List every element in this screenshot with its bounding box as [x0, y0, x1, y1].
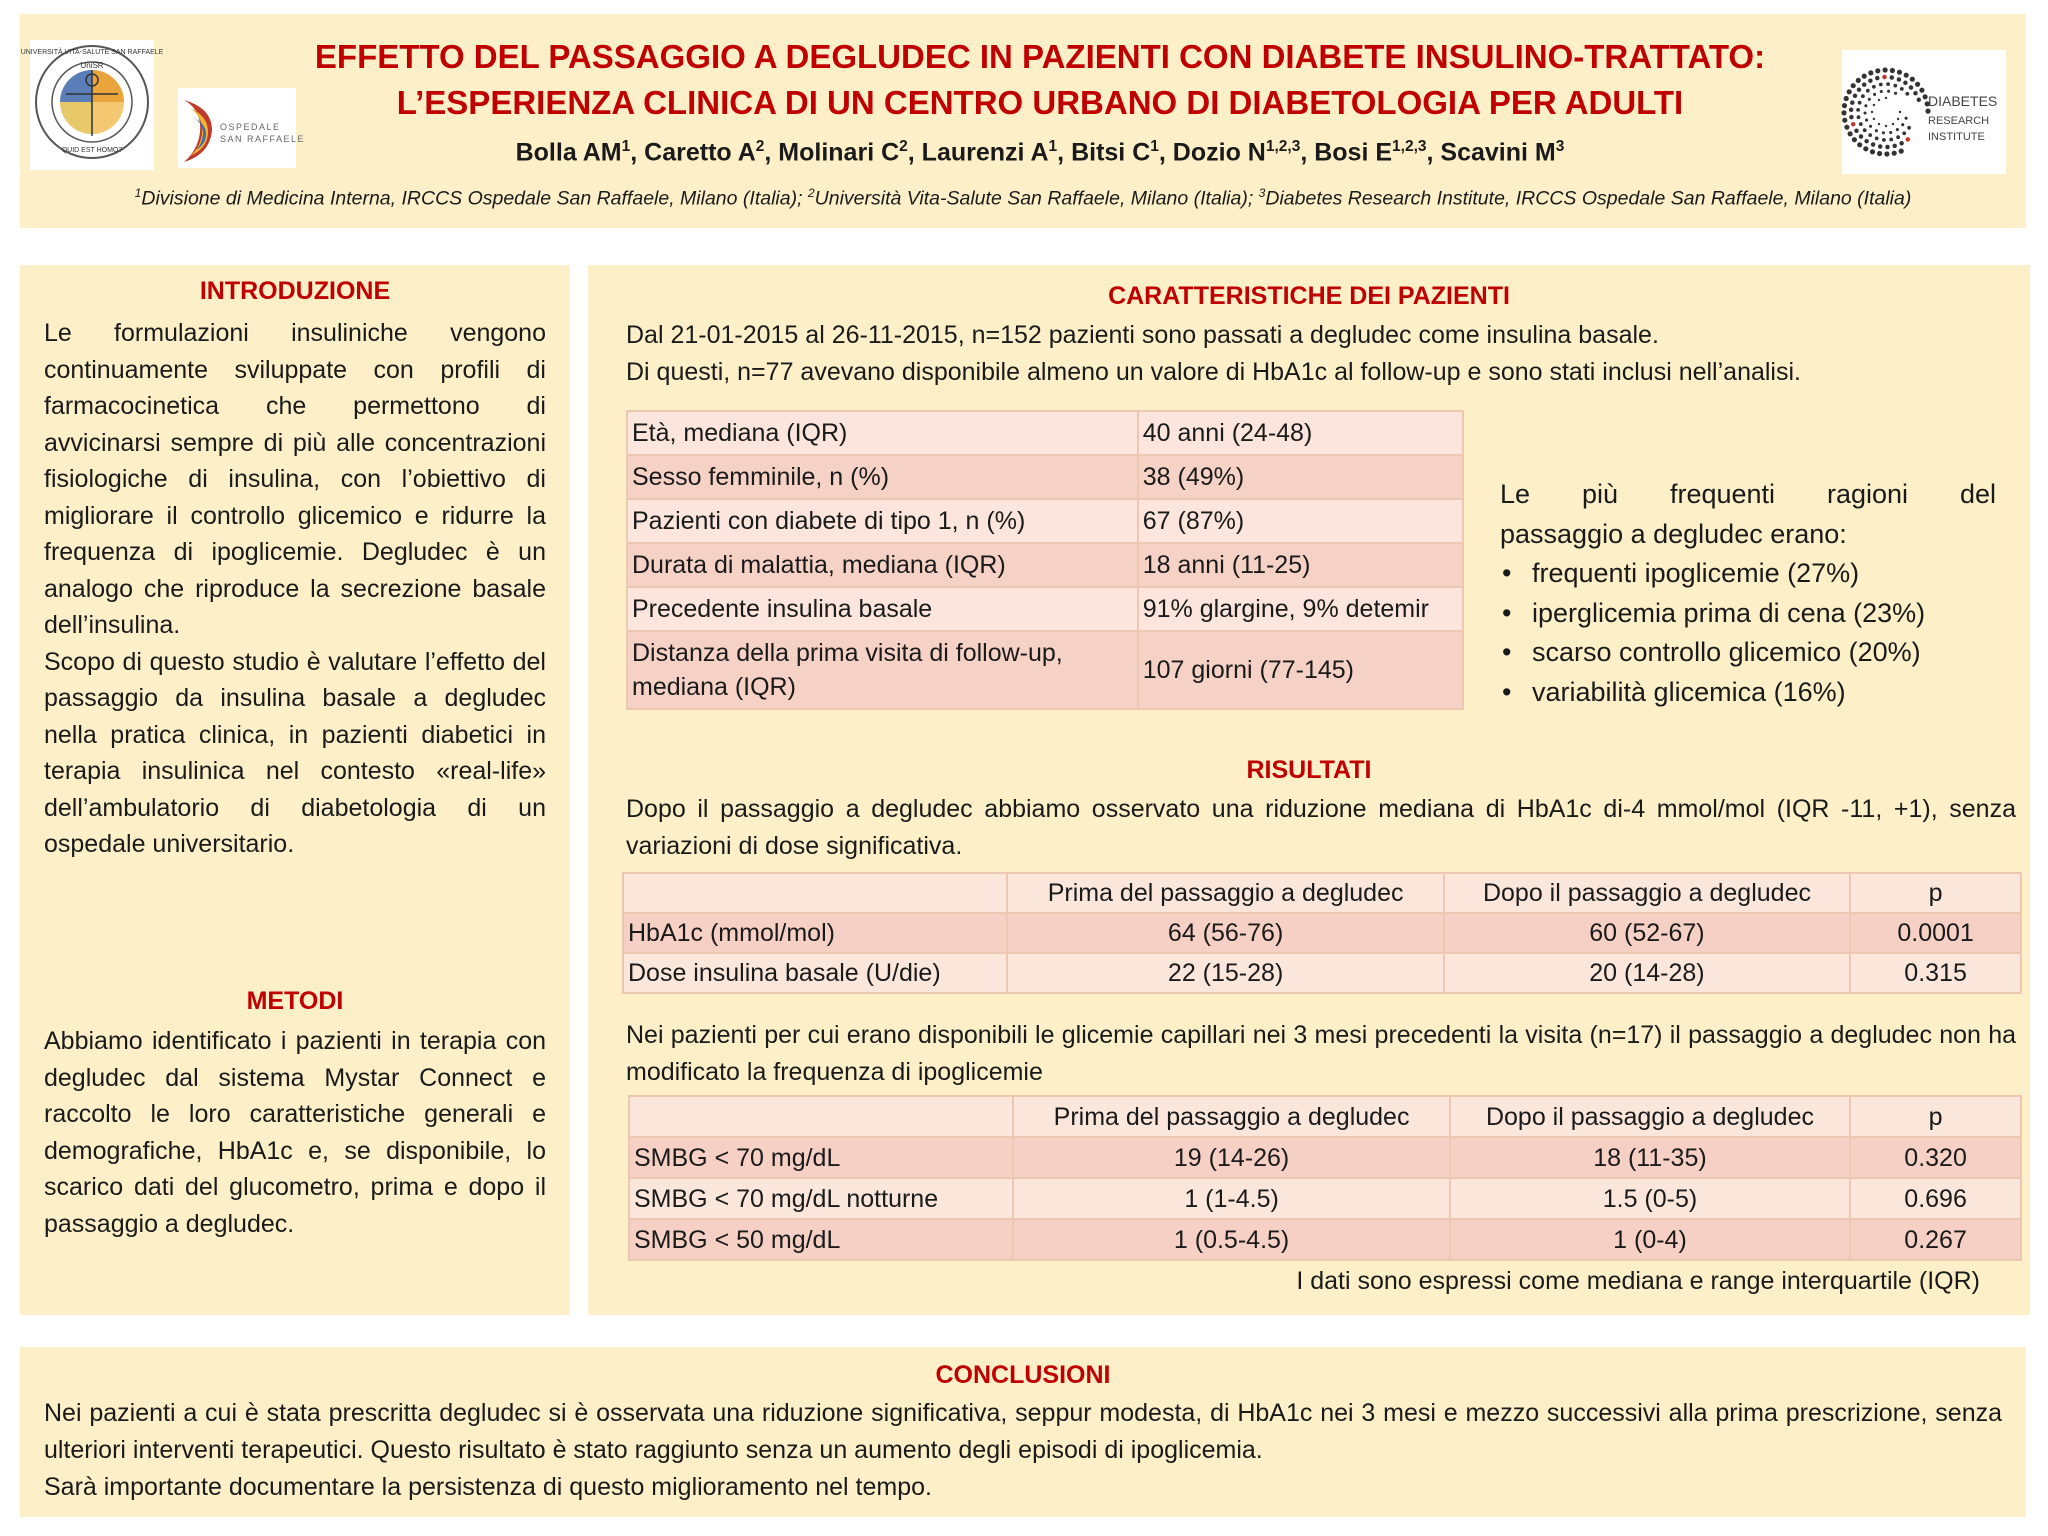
- logo-dot: [1877, 151, 1882, 156]
- column-header: p: [1850, 873, 2021, 913]
- column-header: Prima del passaggio a degludec: [1007, 873, 1443, 913]
- author-name: Bitsi C: [1071, 138, 1151, 167]
- logo-dot: [1859, 122, 1863, 126]
- characteristic-label: Sesso femminile, n (%): [627, 455, 1138, 499]
- affiliation-mark: 1: [134, 186, 142, 200]
- patient-characteristics-table: [626, 410, 1464, 710]
- logo-dot: [1857, 115, 1861, 119]
- logo-dot: [1862, 74, 1867, 79]
- table-row: [627, 587, 1463, 631]
- osr-logo-line2: SAN RAFFAELE: [220, 134, 306, 144]
- table-row: [627, 543, 1463, 587]
- conclusions-paragraph-2: Sarà importante documentare la persistenza di questo miglioramento nel tempo.: [44, 1473, 932, 1501]
- logo-dot: [1901, 123, 1904, 126]
- logo-dot: [1919, 88, 1924, 93]
- conclusions-paragraph-1: Nei pazienti a cui è stata prescritta degludec si è osservata una riduzione significativa, seppur modesta, di HbA1c nei 3 mesi e mezzo successivi alla prima prescrizione, senza ulteriori interventi terapeutici. Questo risultato è stato raggiunto senza un aumento degli episodi di ipoglicemia.: [44, 1399, 2002, 1464]
- logo-dot: [1873, 118, 1875, 120]
- table-row: [627, 631, 1463, 709]
- logo-dot: [1871, 111, 1873, 113]
- logo-dot: [1844, 125, 1849, 130]
- author-affiliation-mark: 1: [1048, 138, 1058, 155]
- logo-dot: [1857, 87, 1862, 92]
- table-cell: 0.0001: [1850, 913, 2021, 953]
- poster-title-line2: L’ESPERIENZA CLINICA DI UN CENTRO URBANO DI DIABETOLOGIA PER ADULTI: [396, 84, 1684, 121]
- logo-dot: [1885, 125, 1887, 127]
- reason-item: • frequenti ipoglicemie (27%): [1500, 554, 1996, 594]
- column-header: [623, 873, 1007, 913]
- characteristic-value: 18 anni (11-25): [1138, 543, 1463, 587]
- intro-text: [44, 315, 546, 863]
- logo-dot: [1892, 151, 1897, 156]
- logo-dot: [1900, 87, 1904, 91]
- logo-dot: [1857, 142, 1862, 147]
- logo-dot: [1886, 82, 1890, 86]
- logo-dot: [1854, 129, 1859, 134]
- logo-dot: [1841, 110, 1846, 115]
- logo-dot: [1913, 91, 1918, 96]
- logo-dot: [1847, 89, 1852, 94]
- author-list: Bolla $AM^1$, Caretto $A^2$, Molinari $C^2$, Laurenzi $A^1$, Bitsi $C^1$, Dozio N$^{1,2,3}$, Bosi E$^{1,2,3}$, Scavini $M^3$: [515, 138, 1565, 167]
- table-row: [629, 1137, 2021, 1178]
- logo-dot: [1897, 70, 1902, 75]
- conclusions-text: [44, 1395, 2002, 1506]
- reason-item: • variabilità glicemica (16%): [1500, 673, 1996, 713]
- characteristic-label: Età, mediana (IQR): [627, 411, 1138, 455]
- table-cell: 22 (15-28): [1007, 953, 1443, 993]
- logo-dot: [1864, 139, 1869, 144]
- methods-heading: METODI: [246, 987, 344, 1015]
- characteristic-label: Distanza della prima visita di follow-up, mediana (IQR): [627, 631, 1138, 709]
- author-affiliation-mark: 2: [755, 138, 765, 155]
- dri-logo-line1: DIABETES: [1928, 93, 1998, 109]
- logo-dot: [1882, 138, 1886, 142]
- characteristic-value: 38 (49%): [1138, 455, 1463, 499]
- logo-dot: [1925, 109, 1930, 114]
- logo-dot: [1910, 77, 1915, 82]
- logo-dot: [1909, 85, 1914, 90]
- row-label: SMBG < 50 mg/dL: [629, 1219, 1013, 1260]
- right-column-panel: [588, 265, 2030, 1315]
- table-row: [627, 411, 1463, 455]
- table-row: [627, 499, 1463, 543]
- table-cell: 0.696: [1850, 1178, 2021, 1219]
- logo-dot: [1865, 119, 1868, 122]
- logo-dot: [1892, 123, 1894, 125]
- logo-dot: [1883, 67, 1888, 72]
- author-name: Dozio N: [1172, 138, 1266, 167]
- logo-dot: [1899, 149, 1904, 154]
- characteristic-label: Precedente insulina basale: [627, 587, 1138, 631]
- patients-heading: CARATTERISTICHE DEI PAZIENTI: [1108, 282, 1510, 310]
- author-name: Scavini M: [1440, 138, 1556, 167]
- logo-dot: [1897, 118, 1899, 120]
- logo-dot: [1906, 137, 1911, 142]
- logo-dot: [1885, 145, 1890, 150]
- hypoglycemia-text: Nei pazienti per cui erano disponibili le glicemie capillari nei 3 mesi precedenti la visita (n=17) il passaggio a degludec non ha modificato la frequenza di ipoglicemie: [626, 1021, 2016, 1086]
- logo-dot: [1890, 75, 1895, 80]
- patients-line1: Dal 21-01-2015 al 26-11-2015, n=152 pazienti sono passati a degludec come insulina basale.: [626, 321, 1659, 349]
- logo-dot: [1842, 118, 1847, 123]
- logo-dot: [1862, 82, 1867, 87]
- logo-dot: [1851, 83, 1856, 88]
- intro-paragraph-1: Le formulazioni insuliniche vengono continuamente sviluppate con profili di farmacocinetica che permettono di avvicinarsi sempre di più alle concentrazioni fisiologiche di insulina, con l’obiettivo di migliorare il controllo glicemico e ridurre la frequenza di ipoglicemie. Degludec è un analogo che riproduce la secrezione basale dell’insulina.: [44, 319, 546, 639]
- logo-dot: [1885, 97, 1887, 99]
- table-cell: 20 (14-28): [1444, 953, 1850, 993]
- table-row: [623, 913, 2021, 953]
- logo-dot: [1907, 126, 1911, 130]
- diabetes-research-institute-logo: [1842, 50, 2006, 174]
- affiliation-text: Divisione di Medicina Interna, IRCCS Ospedale San Raffaele, Milano (Italia);: [141, 187, 808, 210]
- logo-dot: [1870, 149, 1875, 154]
- affiliations: [28, 186, 2018, 211]
- table-cell: 1.5 (0-5): [1450, 1178, 1850, 1219]
- logo-dot: [1899, 141, 1904, 146]
- logo-dot: [1856, 108, 1860, 112]
- table-header-row: [629, 1096, 2021, 1137]
- characteristic-value: 91% glargine, 9% detemir: [1138, 587, 1463, 631]
- characteristic-label: Pazienti con diabete di tipo 1, n (%): [627, 499, 1138, 543]
- logo-dot: [1878, 99, 1880, 101]
- table-footnote: I dati sono espressi come mediana e range interquartile (IQR): [1296, 1267, 1980, 1295]
- logo-dot: [1893, 84, 1897, 88]
- logo-dot: [1861, 94, 1865, 98]
- logo-dot: [1889, 131, 1892, 134]
- table-cell: 0.315: [1850, 953, 2021, 993]
- logo-dot: [1894, 92, 1897, 95]
- row-label: Dose insulina basale (U/die): [623, 953, 1007, 993]
- reasons-intro-2: passaggio a degludec erano:: [1500, 518, 1847, 549]
- patients-line2: Di questi, n=77 avevano disponibile almeno un valore di HbA1c al follow-up e sono stati inclusi nell’analisi.: [626, 357, 1801, 386]
- logo-dot: [1849, 108, 1854, 113]
- logo-dot: [1882, 131, 1885, 134]
- author-name: Caretto A: [644, 138, 756, 167]
- conclusions-panel: [20, 1347, 2026, 1517]
- logo-dot: [1873, 93, 1876, 96]
- logo-dot: [1868, 133, 1872, 137]
- logo-dot: [1878, 123, 1880, 125]
- dri-logo-line2: RESEARCH: [1928, 115, 1990, 127]
- row-label: SMBG < 70 mg/dL notturne: [629, 1178, 1013, 1219]
- characteristic-value: 107 giorni (77-145): [1138, 631, 1463, 709]
- table-row: [627, 455, 1463, 499]
- table-cell: 18 (11-35): [1450, 1137, 1850, 1178]
- affiliation-text: Diabetes Research Institute, IRCCS Ospedale San Raffaele, Milano (Italia): [1265, 187, 1912, 210]
- poster-title-line1: EFFETTO DEL PASSAGGIO A DEGLUDEC IN PAZIENTI CON DIABETE INSULINO-TRATTATO:: [314, 38, 1766, 75]
- author-name: Bosi E: [1314, 138, 1393, 167]
- logo-dot: [1873, 104, 1875, 106]
- author-name: Bolla AM: [515, 138, 622, 167]
- author-name: Molinari C: [778, 138, 900, 167]
- logo-dot: [1864, 104, 1867, 107]
- logo-dot: [1896, 128, 1899, 131]
- logo-dot: [1896, 135, 1900, 139]
- author-affiliation-mark: 1,2,3: [1265, 138, 1301, 155]
- logo-dot: [1866, 89, 1870, 93]
- logo-dot: [1850, 100, 1855, 105]
- logo-dot: [1903, 81, 1908, 86]
- row-label: SMBG < 70 mg/dL: [629, 1137, 1013, 1178]
- reasons-list: [1500, 554, 1996, 712]
- logo-dot: [1863, 128, 1867, 132]
- table-cell: 19 (14-26): [1013, 1137, 1449, 1178]
- table-row: [623, 953, 2021, 993]
- author-affiliation-mark: 1: [621, 138, 631, 155]
- logo-dot: [1852, 137, 1857, 142]
- table-cell: 1 (0.5-4.5): [1013, 1219, 1449, 1260]
- logo-dot: [1875, 129, 1878, 132]
- logo-dot: [1875, 68, 1880, 73]
- intro-heading: INTRODUZIONE: [199, 277, 391, 305]
- reason-item: • iperglicemia prima di cena (23%): [1500, 594, 1996, 634]
- logo-dot: [1905, 117, 1908, 120]
- column-header: [629, 1096, 1013, 1137]
- column-header: p: [1850, 1096, 2021, 1137]
- logo-dot: [1872, 85, 1876, 89]
- intro-paragraph-2: Scopo di questo studio è valutare l’effetto del passaggio da insulina basale a degludec nella pratica clinica, in pazienti diabetici in terapia insulinica nel contesto «real-life» dell’ambulatorio di diabetologia di un ospedale universitario.: [44, 647, 546, 858]
- logo-dot: [1849, 115, 1854, 120]
- logo-dot: [1859, 134, 1864, 139]
- logo-dot: [1897, 77, 1902, 82]
- logo-dot: [1853, 94, 1858, 99]
- characteristic-label: Durata di malattia, mediana (IQR): [627, 543, 1138, 587]
- header-panel: [20, 14, 2026, 228]
- logo-dot: [1882, 75, 1887, 80]
- reason-item: • scarso controllo glicemico (20%): [1500, 633, 1996, 673]
- logo-dot: [1863, 111, 1866, 114]
- logo-dot: [1887, 90, 1890, 93]
- table-row: [629, 1219, 2021, 1260]
- logo-dot: [1917, 98, 1922, 103]
- logo-dot: [1884, 151, 1889, 156]
- unisr-logo: [20, 40, 164, 170]
- logo-dot: [1902, 131, 1906, 135]
- logo-dot: [1868, 98, 1871, 101]
- ospedale-san-raffaele-logo: [178, 88, 306, 168]
- author-affiliation-mark: 1,2,3: [1392, 138, 1427, 155]
- results-text: Dopo il passaggio a degludec abbiamo osservato una riduzione mediana di HbA1c di-4 mmol/mol (IQR -11, +1), senza variazioni di dose significativa.: [626, 795, 2016, 860]
- logo-dot: [1848, 131, 1853, 136]
- switch-reasons: [1500, 475, 1996, 712]
- logo-dot: [1879, 83, 1883, 87]
- unisr-logo-motto: QUID EST HOMO?: [61, 147, 123, 154]
- affiliation-text: Università Vita-Salute San Raffaele, Milano (Italia);: [814, 187, 1259, 210]
- conclusions-heading: CONCLUSIONI: [935, 1361, 1111, 1389]
- logo-dot: [1878, 144, 1883, 149]
- table-cell: 60 (52-67): [1444, 913, 1850, 953]
- methods-text: Abbiamo identificato i pazienti in terapia con degludec dal sistema Mystar Connect e raccolto le loro caratteristiche generali e demografiche, HbA1c e, se disponibile, lo scarico dati del glucometro, prima e dopo il passaggio a degludec.: [44, 1027, 546, 1238]
- hba1c-dose-table: [622, 872, 2022, 994]
- dri-logo-line3: INSTITUTE: [1928, 131, 1985, 143]
- table-header-row: [623, 873, 2021, 913]
- left-column-panel: [20, 265, 570, 1315]
- logo-dot: [1905, 92, 1909, 96]
- table-row: [629, 1178, 2021, 1219]
- author-affiliation-mark: 1: [1150, 138, 1159, 155]
- logo-dot: [1904, 73, 1909, 78]
- column-header: Prima del passaggio a degludec: [1013, 1096, 1449, 1137]
- logo-dot: [1863, 146, 1868, 151]
- logo-dot: [1871, 142, 1876, 147]
- table-cell: 1 (1-4.5): [1013, 1178, 1449, 1219]
- logo-dot: [1892, 144, 1897, 149]
- logo-dot: [1890, 68, 1895, 73]
- logo-dot: [1868, 78, 1873, 83]
- patients-intro: [626, 317, 2016, 390]
- reasons-intro: Le più frequenti ragioni del: [1500, 479, 1996, 509]
- logo-dot: [1842, 103, 1847, 108]
- logo-dot: [1875, 76, 1880, 81]
- row-label: HbA1c (mmol/mol): [623, 913, 1007, 953]
- unisr-logo-abbr: UniSR: [80, 61, 104, 70]
- column-header: Dopo il passaggio a degludec: [1450, 1096, 1850, 1137]
- logo-dot: [1851, 122, 1856, 127]
- logo-dot: [1875, 137, 1879, 141]
- author-affiliation-mark: 3: [1555, 138, 1565, 155]
- characteristic-value: 40 anni (24-48): [1138, 411, 1463, 455]
- logo-dot: [1869, 125, 1872, 128]
- logo-dot: [1923, 94, 1928, 99]
- affiliation-mark: 3: [1258, 186, 1266, 200]
- logo-dot: [1856, 78, 1861, 83]
- author-name: Laurenzi A: [921, 138, 1049, 167]
- table-cell: 0.320: [1850, 1137, 2021, 1178]
- affiliation-mark: 2: [807, 186, 815, 200]
- logo-dot: [1868, 70, 1873, 75]
- unisr-logo-top: UNIVERSITÀ VITA-SALUTE SAN RAFFAELE: [20, 49, 164, 56]
- results-heading: RISULTATI: [1246, 756, 1372, 784]
- osr-logo-line1: OSPEDALE: [220, 122, 281, 132]
- characteristic-value: 67 (87%): [1138, 499, 1463, 543]
- logo-dot: [1844, 96, 1849, 101]
- logo-dot: [1880, 90, 1883, 93]
- logo-dot: [1915, 82, 1920, 87]
- author-affiliation-mark: 2: [899, 138, 908, 155]
- logo-dot: [1858, 101, 1862, 105]
- smbg-table: [628, 1095, 2022, 1261]
- logo-dot: [1899, 111, 1901, 113]
- table-cell: 64 (56-76): [1007, 913, 1443, 953]
- column-header: Dopo il passaggio a degludec: [1444, 873, 1850, 913]
- table-cell: 1 (0-4): [1450, 1219, 1850, 1260]
- logo-dot: [1889, 138, 1893, 142]
- table-cell: 0.267: [1850, 1219, 2021, 1260]
